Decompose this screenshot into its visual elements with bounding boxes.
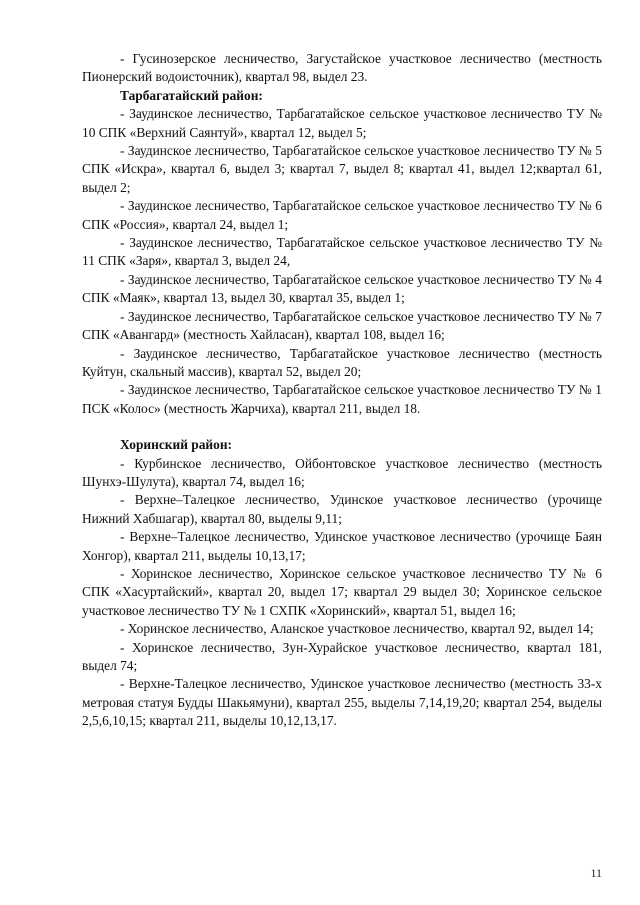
- page-number: 11: [590, 866, 602, 880]
- list-item: - Заудинское лесничество, Тарбагатайское сельское участковое лесничество ТУ № 7 СПК «Авангард» (местность Хайласан), квартал 108, выдел 16;: [82, 308, 602, 343]
- list-item: - Заудинское лесничество, Тарбагатайское сельское участковое лесничество ТУ № 11 СПК «Заря», квартал 3, выдел 24,: [82, 235, 602, 269]
- list-item: - Хоринское лесничество, Зун-Хурайское участковое лесничество, квартал 181, выдел 74;: [82, 639, 602, 673]
- list-item: - Верхне–Талецкое лесничество, Удинское участковое лесничество (урочище Нижний Хабшагар), квартал 80, выделы 9,11;: [82, 492, 602, 526]
- list-item: - Курбинское лесничество, Ойбонтовское участковое лесничество (местность Шунхэ-Шулута), квартал 74, выдел 16;: [82, 455, 602, 489]
- heading-khorinsk-district: Хоринский район:: [120, 437, 232, 453]
- list-item: - Заудинское лесничество, Тарбагатайское сельское участковое лесничество ТУ № 4 СПК «Маяк», квартал 13, выдел 30, квартал 35, выдел 1;: [82, 271, 602, 306]
- heading-tarbagatai-district: Тарбагатайский район:: [120, 87, 263, 103]
- list-item: - Заудинское лесничество, Тарбагатайское сельское участковое лесничество ТУ № 10 СПК «Верхний Саянтуй», квартал 12, выдел 5;: [82, 106, 602, 140]
- list-item: - Заудинское лесничество, Тарбагатайское сельское участковое лесничество ТУ № 5 СПК «Искра», квартал 6, выдел 3; квартал 7, выдел 8; квартал 41, выдел 12;квартал 61, выдел 2;: [82, 143, 602, 195]
- paragraph-gusinoozersk: - Гусинозерское лесничество, Загустайское участковое лесничество (местность Пионерский водоисточник), квартал 98, выдел 23.: [82, 51, 602, 85]
- list-item: - Заудинское лесничество, Тарбагатайское сельское участковое лесничество ТУ № 6 СПК «Россия», квартал 24, выдел 1;: [82, 198, 602, 232]
- section-spacer: [82, 418, 602, 436]
- list-item: - Заудинское лесничество, Тарбагатайское участковое лесничество (местность Куйтун, скальный массив), квартал 52, выдел 20;: [82, 345, 602, 379]
- list-item: - Хоринское лесничество, Хоринское сельское участковое лесничество ТУ № 6 СПК «Хасуртайский», квартал 20, выдел 17; квартал 29 выдел 30; Хоринское сельское участковое лесничество ТУ № 1 СХПК «Хоринский», квартал 51, выдел 16;: [82, 565, 602, 618]
- list-item: - Хоринское лесничество, Аланское участковое лесничество, квартал 92, выдел 14;: [120, 621, 594, 637]
- list-item: - Верхне–Талецкое лесничество, Удинское участковое лесничество (урочище Баян Хонгор), квартал 211, выделы 10,13,17;: [82, 529, 602, 563]
- list-item: - Верхне-Талецкое лесничество, Удинское участковое лесничество (местность 33-х метровая статуя Будды Шакьямуни), квартал 255, выделы 7,14,19,20; квартал 254, выделы 2,5,6,10,15; квартал 211, выделы 10,12,13,17.: [82, 676, 602, 729]
- list-item: - Заудинское лесничество, Тарбагатайское сельское участковое лесничество ТУ № 1 ПСК «Колос» (местность Жарчиха), квартал 211, выдел 18.: [82, 382, 602, 416]
- document-body: [82, 50, 602, 731]
